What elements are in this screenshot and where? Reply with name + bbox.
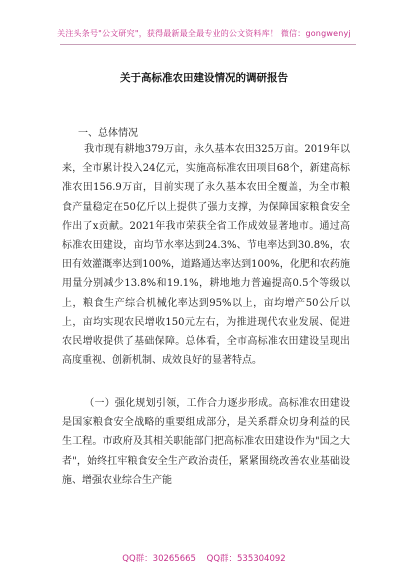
page-footer (0, 552, 408, 564)
page-header (0, 0, 408, 56)
document-title: 关于高标准农田建设情况的调研报告 (120, 72, 288, 84)
paragraph-1 (62, 140, 350, 370)
header-notice: 关注头条号"公文研究"，获得最新最全最专业的公文资料库！ 微信：gongwenyj (57, 29, 351, 38)
section-heading: 一、总体情况 (78, 128, 138, 139)
paragraph-2-text: （一）强化规划引领，工作合力逐步形成。高标准农田建设是国家粮食安全战略的重要组成部分，是关系群众切身利益的民生工程。市政府及其相关职能部门把高标准农田建设作为"国之大者"，始终扛牢粮食安全生产政治责任，紧紧围绕改善农业基础设施、增强农业综合生产能 (62, 398, 350, 486)
paragraph-1-text: 我市现有耕地379万亩，永久基本农田325万亩。2019年以来，全市累计投入24亿元，实施高标准农田项目68个，新建高标准农田156.9万亩，目前实现了永久基本农田全覆盖，为全市粮食产量稳定在50亿斤以上提供了强力支撑，为保障国家粮食安全作出了x贡献。2021年我市荣获全省工作成效显著地市。通过高标准农田建设，亩均节水率达到24.3%、节电率达到30.8%，农田有效灌溉率达到100%，道路通达率达到100%，化肥和农药施用量分别减少13.8%和19.1%，耕地地力普遍提高0.5个等级以上，粮食生产综合机械化率达到95%以上，亩均增产50公斤以上，亩均实现农民增收150元左右，为推进现代农业发展、促进农民增收提供了基础保障。总体看，全市高标准农田建设呈现出高度重视、创新机制、成效良好的显著特点。 (62, 144, 350, 367)
footer-qq-group-2: QQ群：535304092 (206, 554, 286, 564)
paragraph-2 (62, 394, 350, 490)
footer-qq-group-1: QQ群：30265665 (122, 554, 196, 564)
header-divider (60, 44, 356, 45)
